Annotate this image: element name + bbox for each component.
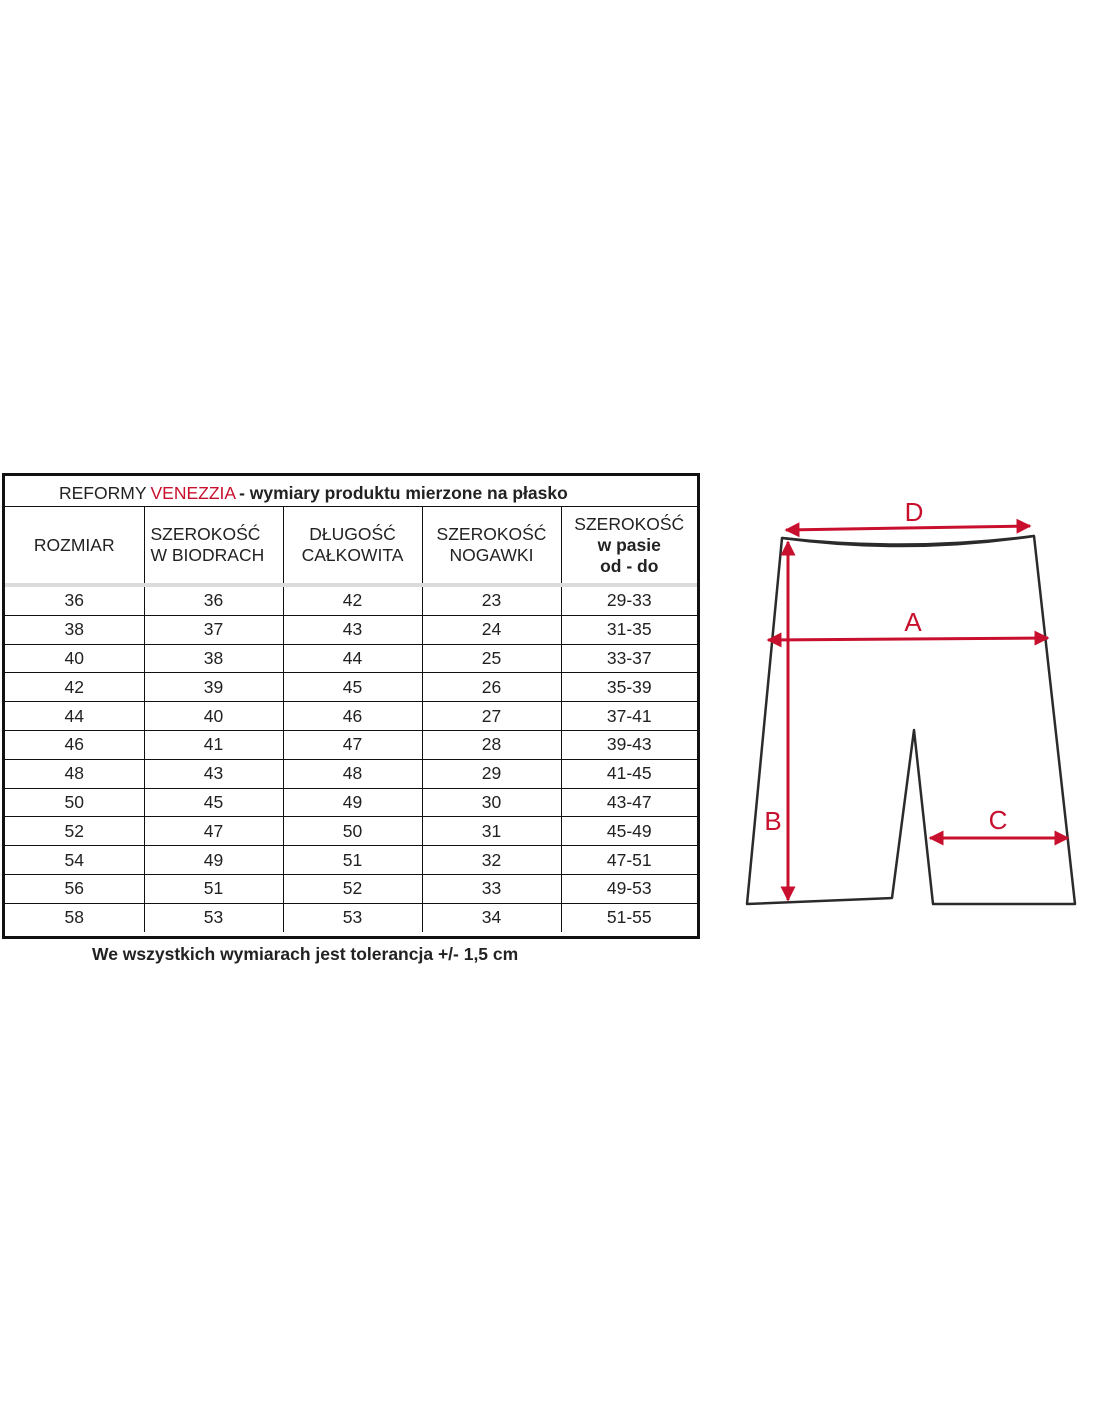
table-cell: 26 bbox=[422, 673, 561, 702]
table-cell: 37 bbox=[144, 615, 283, 644]
table-cell: 35-39 bbox=[561, 673, 697, 702]
table-cell: 40 bbox=[144, 702, 283, 731]
header-total-length: DŁUGOŚĆ CAŁKOWITA bbox=[283, 507, 422, 585]
header-size: ROZMIAR bbox=[5, 507, 144, 585]
table-cell: 45 bbox=[144, 788, 283, 817]
table-cell: 41-45 bbox=[561, 759, 697, 788]
table-cell: 47 bbox=[283, 730, 422, 759]
header-waist-width: SZEROKOŚĆ w pasie od - do bbox=[561, 507, 697, 585]
table-row bbox=[5, 615, 697, 644]
table-row bbox=[5, 585, 697, 615]
label-d: D bbox=[904, 497, 924, 527]
table-cell: 36 bbox=[5, 585, 144, 615]
sizes-grid bbox=[5, 507, 697, 932]
table-cell: 28 bbox=[422, 730, 561, 759]
header-hip-width: SZEROKOŚĆ W BIODRACH bbox=[144, 507, 283, 585]
table-cell: 44 bbox=[283, 644, 422, 673]
table-cell: 44 bbox=[5, 702, 144, 731]
table-cell: 51 bbox=[144, 874, 283, 903]
table-cell: 39 bbox=[144, 673, 283, 702]
table-cell: 58 bbox=[5, 903, 144, 931]
table-row bbox=[5, 817, 697, 846]
table-cell: 49 bbox=[144, 846, 283, 875]
table-cell: 33-37 bbox=[561, 644, 697, 673]
header-row bbox=[5, 507, 697, 585]
table-row bbox=[5, 759, 697, 788]
table-row bbox=[5, 903, 697, 931]
arrow-a bbox=[768, 638, 1048, 640]
table-cell: 34 bbox=[422, 903, 561, 931]
table-cell: 38 bbox=[5, 615, 144, 644]
table-cell: 52 bbox=[5, 817, 144, 846]
table-cell: 32 bbox=[422, 846, 561, 875]
table-cell: 31-35 bbox=[561, 615, 697, 644]
table-cell: 45 bbox=[283, 673, 422, 702]
table-cell: 47-51 bbox=[561, 846, 697, 875]
table-cell: 23 bbox=[422, 585, 561, 615]
header-leg-width: SZEROKOŚĆ NOGAWKI bbox=[422, 507, 561, 585]
table-cell: 47 bbox=[144, 817, 283, 846]
table-cell: 43 bbox=[144, 759, 283, 788]
table-cell: 49-53 bbox=[561, 874, 697, 903]
table-cell: 43 bbox=[283, 615, 422, 644]
table-cell: 42 bbox=[5, 673, 144, 702]
label-a: A bbox=[904, 607, 922, 637]
table-cell: 53 bbox=[144, 903, 283, 931]
table-cell: 41 bbox=[144, 730, 283, 759]
table-cell: 40 bbox=[5, 644, 144, 673]
label-c: C bbox=[988, 805, 1008, 835]
table-cell: 27 bbox=[422, 702, 561, 731]
table-cell: 51-55 bbox=[561, 903, 697, 931]
table-cell: 50 bbox=[5, 788, 144, 817]
table-cell: 31 bbox=[422, 817, 561, 846]
title-prefix: REFORMY bbox=[59, 483, 147, 503]
label-b: B bbox=[764, 806, 782, 836]
table-cell: 38 bbox=[144, 644, 283, 673]
table-row bbox=[5, 730, 697, 759]
table-cell: 33 bbox=[422, 874, 561, 903]
table-cell: 52 bbox=[283, 874, 422, 903]
table-title bbox=[5, 476, 697, 507]
table-cell: 29 bbox=[422, 759, 561, 788]
table-cell: 24 bbox=[422, 615, 561, 644]
table-cell: 37-41 bbox=[561, 702, 697, 731]
shorts-outline bbox=[747, 536, 1075, 904]
table-cell: 49 bbox=[283, 788, 422, 817]
table-cell: 46 bbox=[5, 730, 144, 759]
title-suffix: - wymiary produktu mierzone na płasko bbox=[239, 483, 568, 503]
table-cell: 50 bbox=[283, 817, 422, 846]
shorts-measurement-diagram bbox=[740, 490, 1085, 915]
table-cell: 45-49 bbox=[561, 817, 697, 846]
table-cell: 53 bbox=[283, 903, 422, 931]
table-row bbox=[5, 788, 697, 817]
table-row bbox=[5, 644, 697, 673]
table-row bbox=[5, 874, 697, 903]
table-row bbox=[5, 846, 697, 875]
table-cell: 30 bbox=[422, 788, 561, 817]
table-cell: 42 bbox=[283, 585, 422, 615]
table-cell: 25 bbox=[422, 644, 561, 673]
tolerance-note: We wszystkich wymiarach jest tolerancja +/- 1,5 cm bbox=[92, 944, 519, 964]
table-cell: 29-33 bbox=[561, 585, 697, 615]
size-table bbox=[2, 473, 700, 939]
table-cell: 46 bbox=[283, 702, 422, 731]
size-rows bbox=[5, 585, 697, 932]
table-cell: 54 bbox=[5, 846, 144, 875]
table-row bbox=[5, 673, 697, 702]
table-row bbox=[5, 702, 697, 731]
table-cell: 48 bbox=[5, 759, 144, 788]
table-cell: 48 bbox=[283, 759, 422, 788]
table-cell: 39-43 bbox=[561, 730, 697, 759]
table-cell: 36 bbox=[144, 585, 283, 615]
table-cell: 51 bbox=[283, 846, 422, 875]
table-cell: 43-47 bbox=[561, 788, 697, 817]
table-cell: 56 bbox=[5, 874, 144, 903]
brand-name: VENEZZIA bbox=[150, 483, 237, 503]
